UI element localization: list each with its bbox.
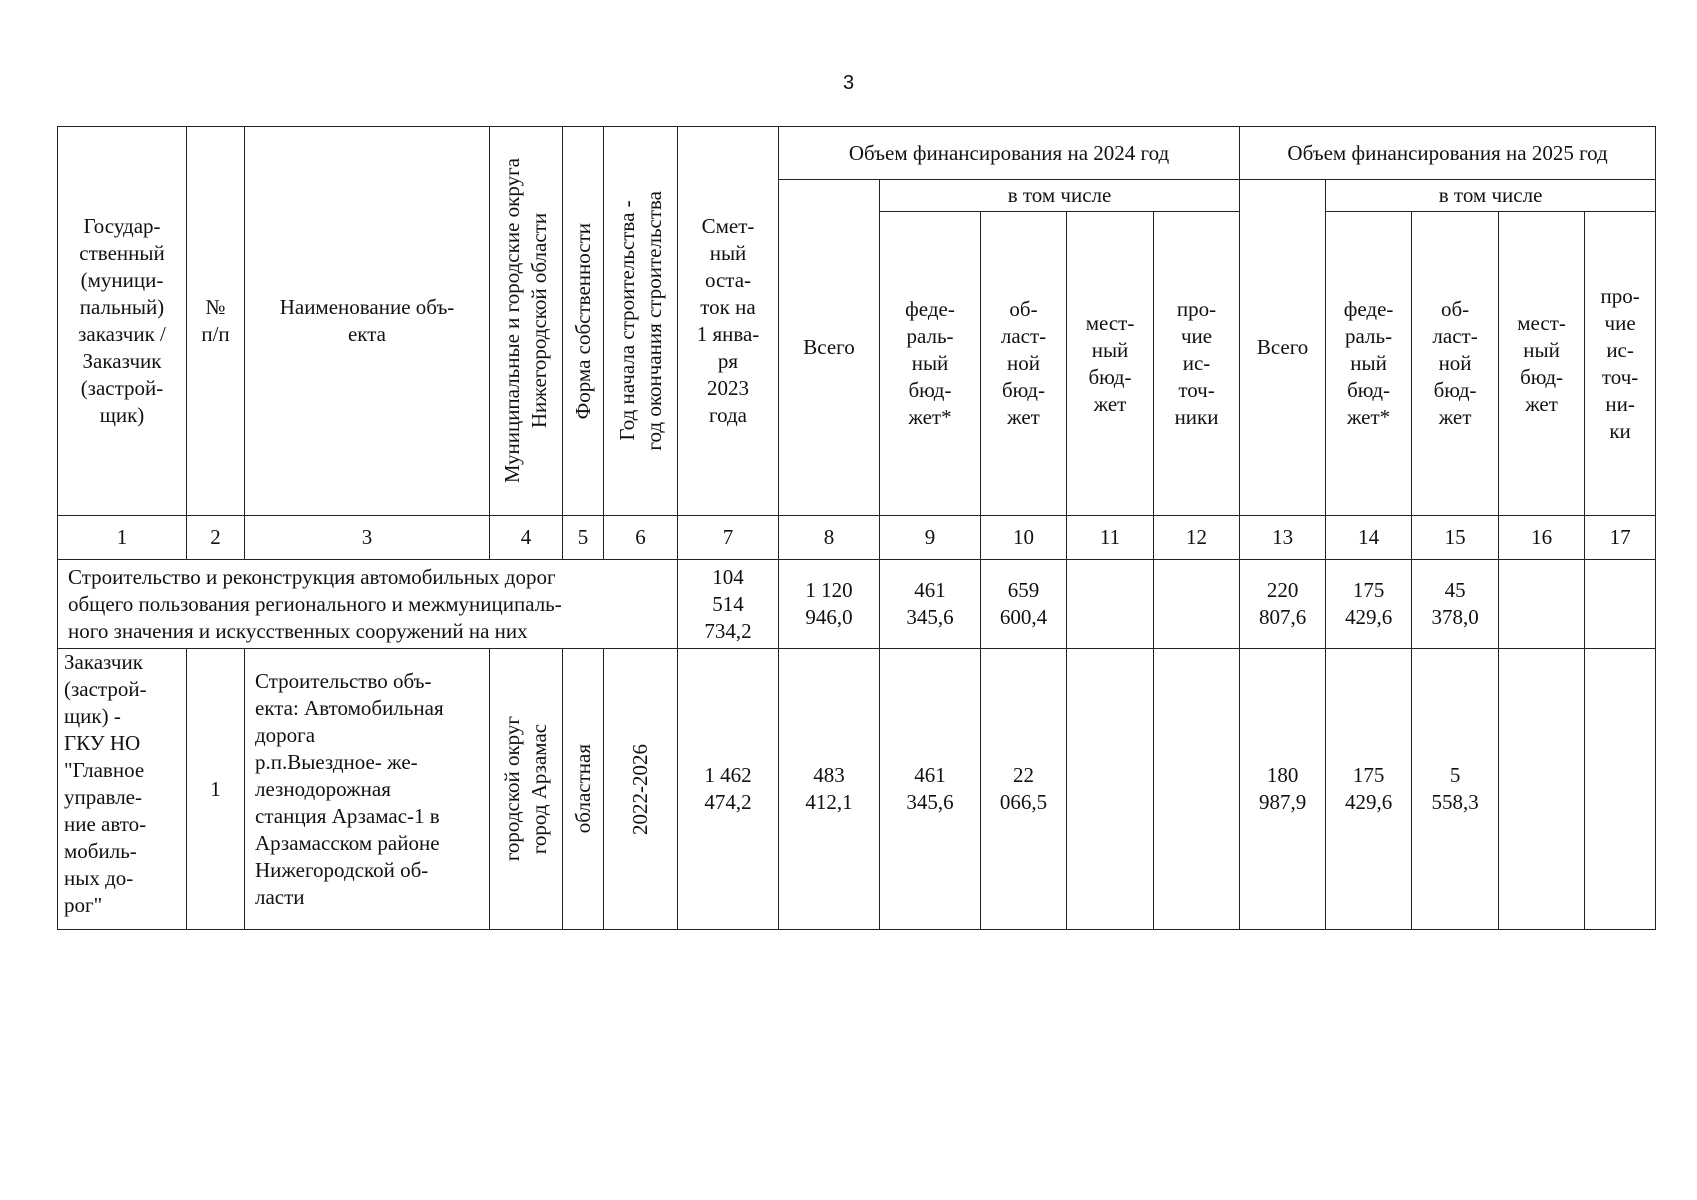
- row-2024-local: [1067, 649, 1154, 930]
- row-2025-other: [1585, 649, 1656, 930]
- row-years-text: 2022-2026: [628, 743, 652, 835]
- column-number: 7: [678, 516, 779, 560]
- column-number: 6: [604, 516, 678, 560]
- header-ownership: [563, 127, 604, 516]
- column-number: 13: [1240, 516, 1326, 560]
- row-2025-total: 180 987,9: [1240, 649, 1326, 930]
- column-number: 12: [1154, 516, 1240, 560]
- column-number: 1: [58, 516, 187, 560]
- column-number-row: [58, 516, 1656, 560]
- column-number: 17: [1585, 516, 1656, 560]
- summary-2024-total: 1 120 946,0: [779, 560, 880, 649]
- header-customer: Государ- ственный (муници- пальный) заказчик / Заказчик (застрой- щик): [58, 127, 187, 516]
- summary-row: [58, 560, 1656, 649]
- row-remaining: 1 462 474,2: [678, 649, 779, 930]
- header-2025-regional: об- ласт- ной бюд- жет: [1412, 212, 1499, 516]
- row-customer: Заказчик (застрой- щик) - ГКУ НО "Главное управле- ние авто- мобиль- ных до- рог": [58, 649, 187, 930]
- header-2025-other: про- чие ис- точ- ни- ки: [1585, 212, 1656, 516]
- header-2025-federal: феде- раль- ный бюд- жет*: [1326, 212, 1412, 516]
- header-2025-local: мест- ный бюд- жет: [1499, 212, 1585, 516]
- summary-2025-other: [1585, 560, 1656, 649]
- header-years-text: Год начала строительства - год окончания строительства: [614, 191, 666, 451]
- header-2024-federal: феде- раль- ный бюд- жет*: [880, 212, 981, 516]
- summary-2025-total: 220 807,6: [1240, 560, 1326, 649]
- column-number: 16: [1499, 516, 1585, 560]
- header-years: [604, 127, 678, 516]
- header-2025-total: Всего: [1240, 180, 1326, 516]
- row-municipality-text: городской округ город Арзамас: [500, 716, 551, 862]
- header-row-groups: [58, 127, 1656, 180]
- header-ownership-text: Форма собственности: [570, 222, 595, 420]
- column-number: 5: [563, 516, 604, 560]
- row-2024-federal: 461 345,6: [880, 649, 981, 930]
- summary-remaining: 104 514 734,2: [678, 560, 779, 649]
- column-number: 2: [187, 516, 245, 560]
- header-2024-including: в том числе: [880, 180, 1240, 212]
- row-ownership-text: областная: [570, 744, 595, 834]
- column-number: 11: [1067, 516, 1154, 560]
- summary-2024-local: [1067, 560, 1154, 649]
- header-num: № п/п: [187, 127, 245, 516]
- row-num: 1: [187, 649, 245, 930]
- header-municipality: [490, 127, 563, 516]
- table-row: [58, 649, 1656, 930]
- header-funding-2024: Объем финансирования на 2024 год: [779, 127, 1240, 180]
- summary-2025-federal: 175 429,6: [1326, 560, 1412, 649]
- header-remaining: Смет- ный оста- ток на 1 янва- ря 2023 года: [678, 127, 779, 516]
- header-2024-other: про- чие ис- точ- ники: [1154, 212, 1240, 516]
- row-2024-other: [1154, 649, 1240, 930]
- header-funding-2025: Объем финансирования на 2025 год: [1240, 127, 1656, 180]
- row-2025-local: [1499, 649, 1585, 930]
- row-2024-total: 483 412,1: [779, 649, 880, 930]
- summary-label: Строительство и реконструкция автомобильных дорог общего пользования регионального и межмуниципаль- ного значения и искусственных сооружений на них: [58, 560, 678, 649]
- row-2024-regional: 22 066,5: [981, 649, 1067, 930]
- summary-2025-local: [1499, 560, 1585, 649]
- column-number: 14: [1326, 516, 1412, 560]
- summary-2024-other: [1154, 560, 1240, 649]
- page-number: 3: [842, 72, 855, 94]
- header-2025-including: в том числе: [1326, 180, 1656, 212]
- summary-2024-regional: 659 600,4: [981, 560, 1067, 649]
- summary-2024-federal: 461 345,6: [880, 560, 981, 649]
- row-2025-federal: 175 429,6: [1326, 649, 1412, 930]
- row-object-name: Строительство объ- екта: Автомобильная дорога р.п.Выездное- же- лезнодорожная станция Арзамас-1 в Арзамасском районе Нижегородской об- ласти: [245, 649, 490, 930]
- column-number: 15: [1412, 516, 1499, 560]
- column-number: 8: [779, 516, 880, 560]
- row-ownership: [563, 649, 604, 930]
- header-2024-total: Всего: [779, 180, 880, 516]
- header-municipality-text: Муниципальные и городские округа Нижегородской области: [500, 158, 551, 484]
- column-number: 4: [490, 516, 563, 560]
- row-2025-regional: 5 558,3: [1412, 649, 1499, 930]
- header-2024-regional: об- ласт- ной бюд- жет: [981, 212, 1067, 516]
- column-number: 10: [981, 516, 1067, 560]
- header-object-name: Наименование объ- екта: [245, 127, 490, 516]
- summary-2025-regional: 45 378,0: [1412, 560, 1499, 649]
- financing-table: [57, 126, 1656, 930]
- row-municipality: [490, 649, 563, 930]
- header-2024-local: мест- ный бюд- жет: [1067, 212, 1154, 516]
- column-number: 3: [245, 516, 490, 560]
- column-number: 9: [880, 516, 981, 560]
- row-years: [604, 649, 678, 930]
